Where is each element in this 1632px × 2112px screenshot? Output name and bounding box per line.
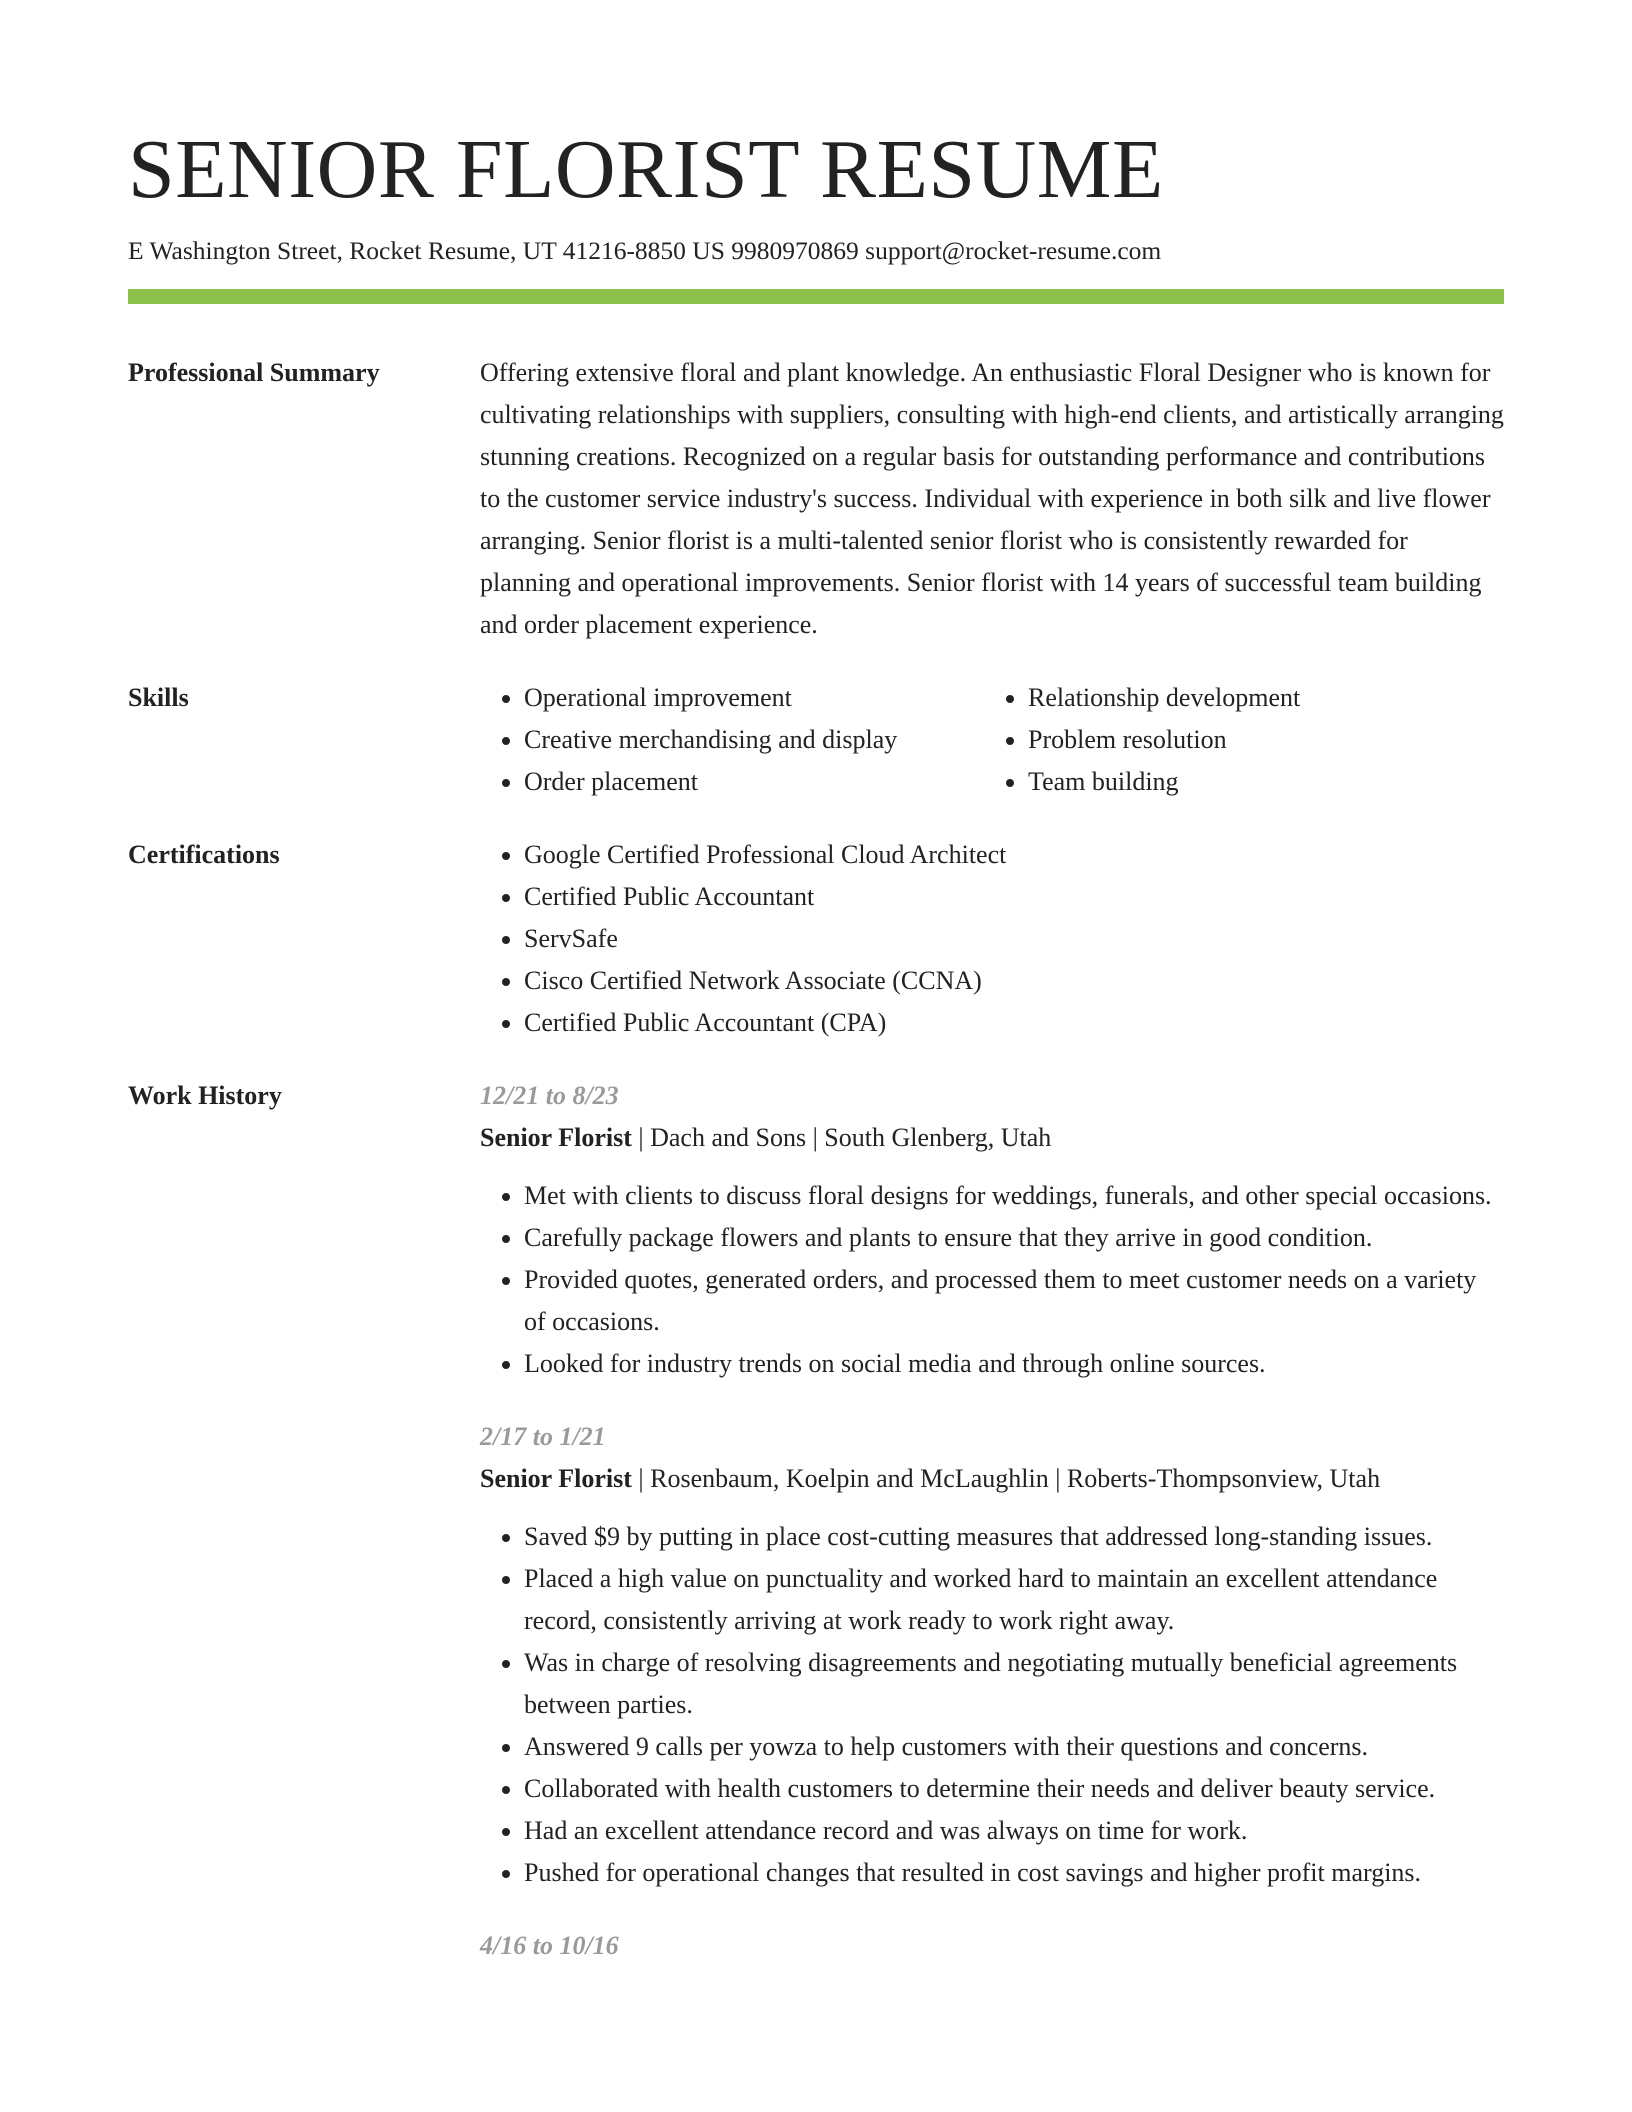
job-entry	[480, 1925, 1504, 1967]
job-bullet: • Looked for industry trends on social media and through online sources.	[524, 1343, 1504, 1385]
job-bullet: • Collaborated with health customers to determine their needs and deliver beauty service.	[524, 1768, 1504, 1810]
summary-section	[128, 352, 1504, 646]
certifications-body	[480, 834, 1504, 1044]
job-bullet: • Had an excellent attendance record and was always on time for work.	[524, 1810, 1504, 1852]
job-dates: 12/21 to 8/23	[480, 1081, 619, 1110]
summary-body	[480, 352, 1504, 646]
skill-item: • Operational improvement	[524, 677, 984, 719]
job-heading-line	[480, 1117, 1504, 1159]
skills-body	[480, 677, 1504, 803]
certification-item: • ServSafe	[524, 918, 1504, 960]
skills-list-left	[480, 677, 984, 803]
job-bullets	[480, 1175, 1504, 1385]
job-title: Senior Florist	[480, 1123, 632, 1152]
job-bullet: • Carefully package flowers and plants to ensure that they arrive in good condition.	[524, 1217, 1504, 1259]
contact-line: E Washington Street, Rocket Resume, UT 41216-8850 US 9980970869 support@rocket-resume.com	[128, 236, 1162, 265]
certification-item: • Google Certified Professional Cloud Architect	[524, 834, 1504, 876]
skill-item: • Creative merchandising and display	[524, 719, 984, 761]
skill-item: • Problem resolution	[1028, 719, 1488, 761]
job-dates: 4/16 to 10/16	[480, 1931, 619, 1960]
summary-heading: Professional Summary	[128, 358, 380, 387]
work-history-body	[480, 1075, 1504, 1967]
job-bullets	[480, 1516, 1504, 1894]
skills-heading: Skills	[128, 683, 189, 712]
resume-page	[128, 0, 1504, 1967]
certifications-heading: Certifications	[128, 840, 280, 869]
header-divider	[128, 289, 1504, 304]
job-bullet: • Saved $9 by putting in place cost-cutting measures that addressed long-standing issues.	[524, 1516, 1504, 1558]
skills-list-right	[984, 677, 1488, 803]
job-bullet: • Met with clients to discuss floral designs for weddings, funerals, and other special occasions.	[524, 1175, 1504, 1217]
job-company-location: | Rosenbaum, Koelpin and McLaughlin | Roberts-Thompsonview, Utah	[631, 1464, 1381, 1493]
job-entry	[480, 1075, 1504, 1385]
resume-title: SENIOR FLORIST RESUME	[128, 123, 1164, 216]
summary-text: Offering extensive floral and plant knowledge. An enthusiastic Floral Designer who is known for cultivating relationships with suppliers, consulting with high-end clients, and artistically arranging stunning creations. Recognized on a regular basis for outstanding performance and contributions to the customer service industry's success. Individual with experience in both silk and live flower arranging. Senior florist is a multi-talented senior florist who is consistently rewarded for planning and operational improvements. Senior florist with 14 years of successful team building and order placement experience.	[480, 358, 1504, 639]
job-company-location: | Dach and Sons | South Glenberg, Utah	[631, 1123, 1052, 1152]
certifications-list	[480, 834, 1504, 1044]
skills-section	[128, 677, 1504, 803]
job-bullet: • Provided quotes, generated orders, and processed them to meet customer needs on a variety of occasions.	[524, 1259, 1504, 1343]
certification-item: • Certified Public Accountant (CPA)	[524, 1002, 1504, 1044]
job-bullet: • Answered 9 calls per yowza to help customers with their questions and concerns.	[524, 1726, 1504, 1768]
job-dates: 2/17 to 1/21	[480, 1422, 606, 1451]
job-bullet: • Placed a high value on punctuality and worked hard to maintain an excellent attendance record, consistently arriving at work ready to work right away.	[524, 1558, 1504, 1642]
job-entry	[480, 1416, 1504, 1894]
job-bullet: • Was in charge of resolving disagreements and negotiating mutually beneficial agreements between parties.	[524, 1642, 1504, 1726]
job-title: Senior Florist	[480, 1464, 632, 1493]
work-history-heading: Work History	[128, 1081, 282, 1110]
skill-item: • Team building	[1028, 761, 1488, 803]
certification-item: • Certified Public Accountant	[524, 876, 1504, 918]
certifications-section	[128, 834, 1504, 1044]
certification-item: • Cisco Certified Network Associate (CCNA)	[524, 960, 1504, 1002]
skill-item: • Relationship development	[1028, 677, 1488, 719]
work-history-section	[128, 1075, 1504, 1967]
job-heading-line	[480, 1458, 1504, 1500]
skill-item: • Order placement	[524, 761, 984, 803]
job-bullet: • Pushed for operational changes that resulted in cost savings and higher profit margins.	[524, 1852, 1504, 1894]
